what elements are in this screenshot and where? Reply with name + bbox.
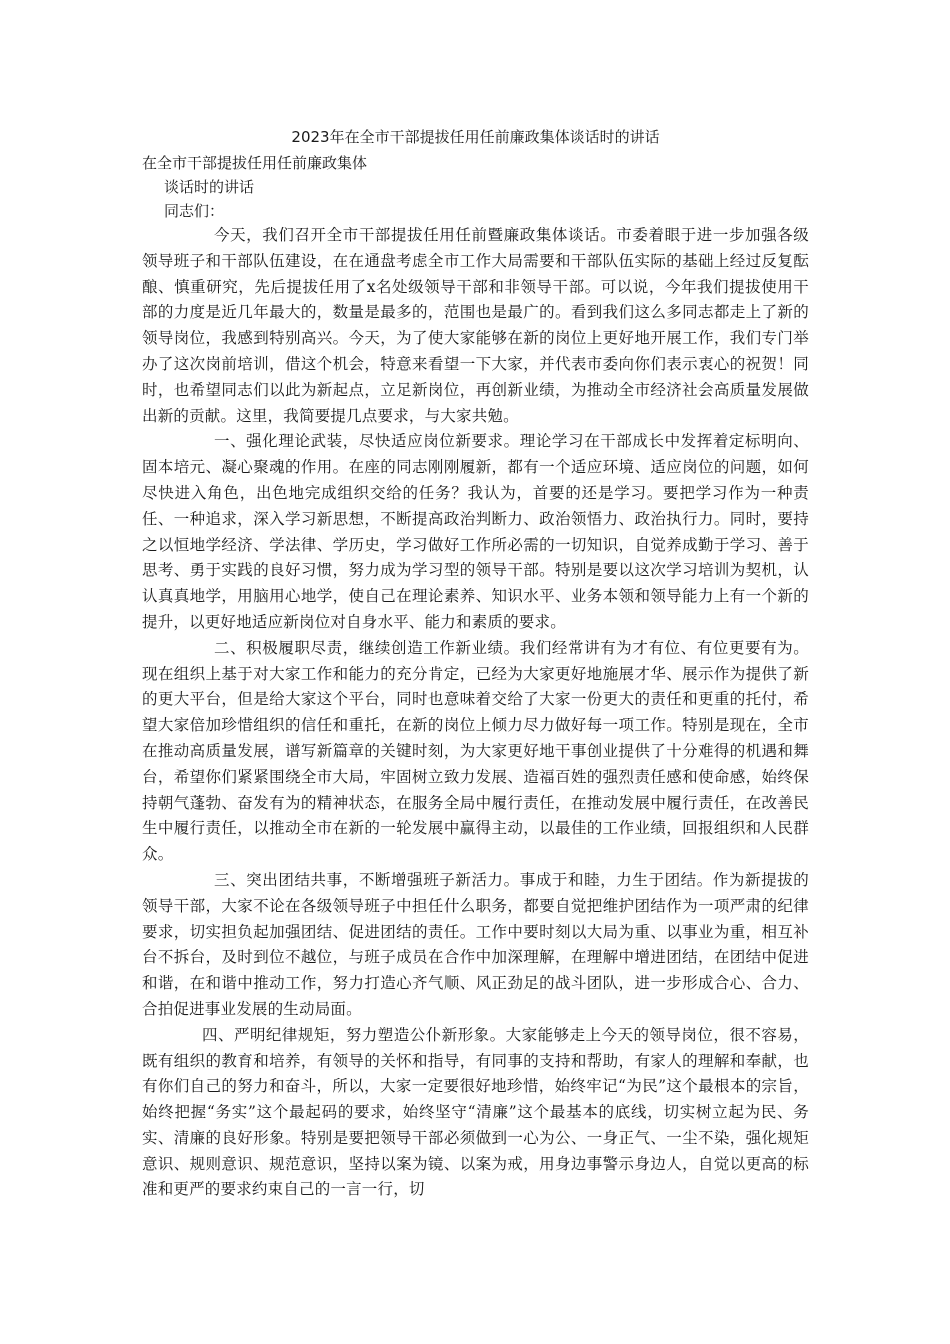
speech-heading-line-1: 在全市干部提拔任用任前廉政集体 — [142, 154, 368, 172]
document-title: 2023年在全市干部提拔任用任前廉政集体谈话时的讲话 — [291, 128, 660, 146]
salutation: 同志们： — [164, 202, 225, 220]
paragraph-point-3: 三、突出团结共事，不断增强班子新活力。事成于和睦，力生于团结。作为新提拔的领导干部，大家不论在各级领导班子中担任什么职务，都要自觉把维护团结作为一项严肃的纪律要求，切实担负起加强团结、促进团结的责任。工作中要时刻以大局为重、以事业为重，相互补台不拆台，及时到位不越位，与班子成员在合作中加深理解，在理解中增进团结，在团结中促进和谐，在和谐中推动工作，努力打造心齐气顺、风正劲足的战斗团队，进一步形成合心、合力、合拍促进事业发展的生动局面。 — [142, 870, 809, 1018]
paragraph-point-2: 二、积极履职尽责，继续创造工作新业绩。我们经常讲有为才有位、有位更要有为。现在组织上基于对大家工作和能力的充分肯定，已经为大家更好地施展才华、展示作为提供了新的更大平台，但是给大家这个平台，同时也意味着交给了大家一份更大的责任和更重的托付，希望大家倍加珍惜组织的信任和重托，在新的岗位上倾力尽力做好每一项工作。特别是现在，全市在推动高质量发展，谱写新篇章的关键时刻，为大家更好地干事创业提供了十分难得的机遇和舞台，希望你们紧紧围绕全市大局，牢固树立致力发展、造福百姓的强烈责任感和使命感，始终保持朝气蓬勃、奋发有为的精神状态，在服务全局中履行责任，在推动发展中履行责任，在改善民生中履行责任，以推动全市在新的一轮发展中赢得主动，以最佳的工作业绩，回报组织和人民群众。 — [142, 638, 809, 864]
speech-heading-line-2: 谈话时的讲话 — [164, 178, 255, 196]
document-page — [142, 124, 809, 1203]
paragraph-intro: 今天，我们召开全市干部提拔任用任前暨廉政集体谈话。市委着眼于进一步加强各级领导班子和干部队伍建设，在在通盘考虑全市工作大局需要和干部队伍实际的基础上经过反复酝酿、慎重研究，先后提拔任用了x名处级领导干部和非领导干部。可以说，今年我们提拔使用干部的力度是近几年最大的，数量是最多的，范围也是最广的。看到我们这么多同志都走上了新的领导岗位，我感到特别高兴。今天，为了使大家能够在新的岗位上更好地开展工作，我们专门举办了这次岗前培训，借这个机会，特意来看望一下大家，并代表市委向你们表示衷心的祝贺！同时，也希望同志们以此为新起点，立足新岗位，再创新业绩，为推动全市经济社会高质量发展做出新的贡献。这里，我简要提几点要求，与大家共勉。 — [142, 226, 809, 425]
paragraph-point-1: 一、强化理论武装，尽快适应岗位新要求。理论学习在干部成长中发挥着定标明向、固本培元、凝心聚魂的作用。在座的同志刚刚履新，都有一个适应环境、适应岗位的问题，如何尽快进入角色，出色地完成组织交给的任务？我认为，首要的还是学习。要把学习作为一种责任、一种追求，深入学习新思想，不断提高政治判断力、政治领悟力、政治执行力。同时，要持之以恒地学经济、学法律、学历史，学习做好工作所必需的一切知识，自觉养成勤于学习、善于思考、勇于实践的良好习惯，努力成为学习型的领导干部。特别是要以这次学习培训为契机，认认真真地学，用脑用心地学，使自己在理论素养、知识水平、业务本领和领导能力上有一个新的提升，以更好地适应新岗位对自身水平、能力和素质的要求。 — [142, 432, 809, 631]
paragraph-point-4: 四、严明纪律规矩，努力塑造公仆新形象。大家能够走上今天的领导岗位，很不容易，既有组织的教育和培养，有领导的关怀和指导，有同事的支持和帮助，有家人的理解和奉献，也有你们自己的努力和奋斗，所以，大家一定要很好地珍惜，始终牢记“为民”这个最根本的宗旨，始终把握“务实”这个最起码的要求，始终坚守“清廉”这个最基本的底线，切实树立起为民、务实、清廉的良好形象。特别是要把领导干部必须做到一心为公、一身正气、一尘不染，强化规矩意识、规则意识、规范意识，坚持以案为镜、以案为戒，用身边事警示身边人，自觉以更高的标准和更严的要求约束自己的一言一行，切 — [142, 1025, 809, 1199]
